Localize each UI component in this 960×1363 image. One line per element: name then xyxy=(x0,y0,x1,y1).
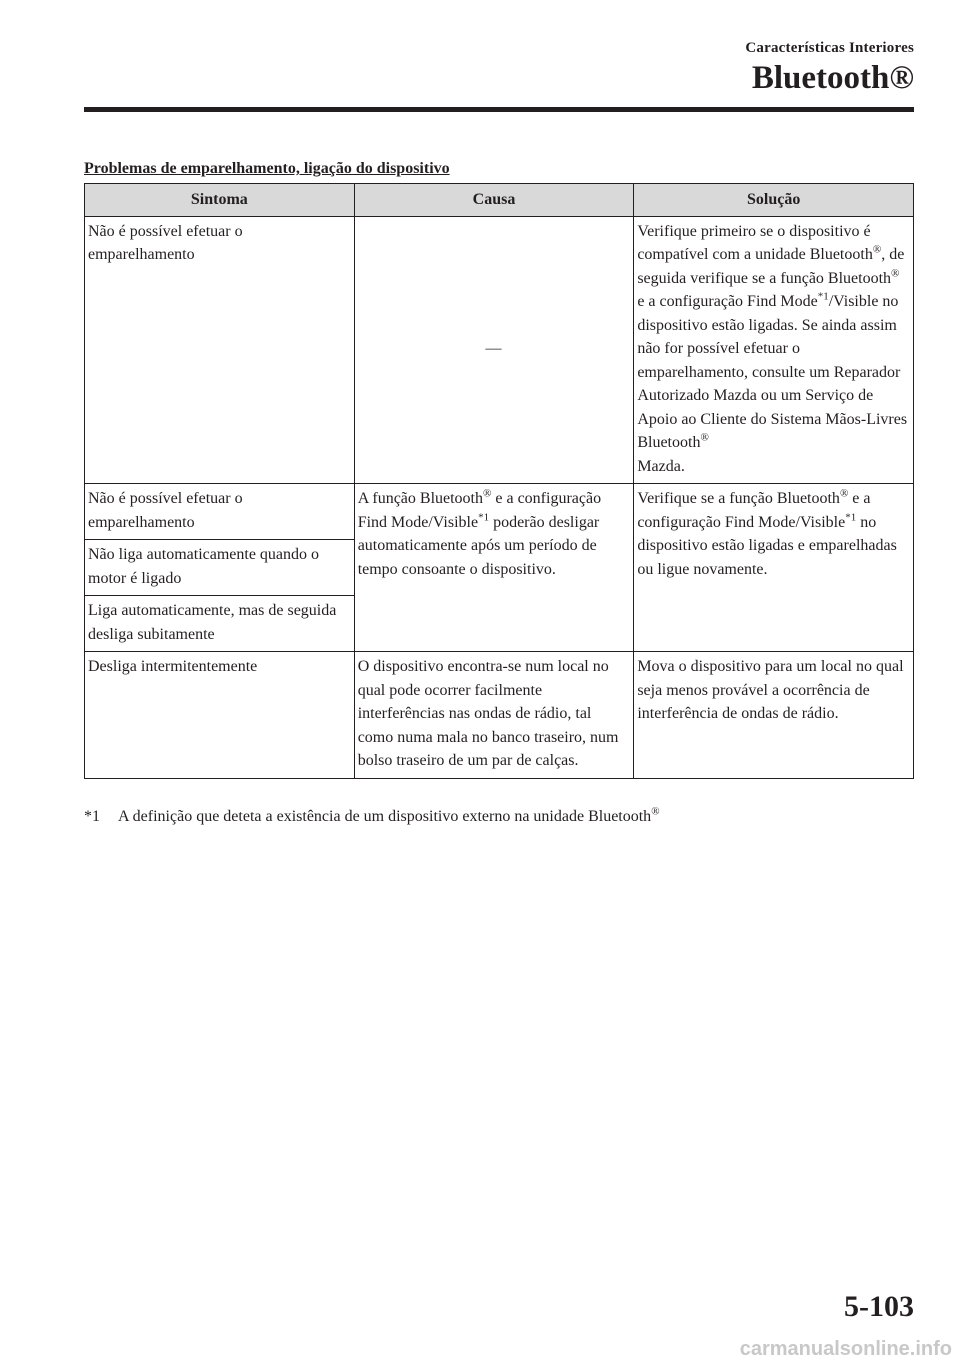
solucao-cell xyxy=(634,216,914,484)
solucao-cell xyxy=(634,484,914,652)
footnote-ref: *1 xyxy=(817,290,829,303)
registered-mark: ® xyxy=(700,431,709,444)
solucao-text: e a configuração Find Mode/Visible xyxy=(637,490,871,531)
section-title: Problemas de emparelhamento, ligação do dispositivo xyxy=(84,160,450,177)
col-header-sintoma: Sintoma xyxy=(85,184,355,217)
table-row xyxy=(85,216,914,484)
solucao-text: /Visible no dispositivo estão ligadas. Se ainda assim não for possível efetuar o emparelhamento, consulte um Reparador Autorizado Mazda ou um Serviço de Apoio ao Cliente do Sistema Mãos-Livres Bluetooth xyxy=(637,293,908,451)
footnote-ref: *1 xyxy=(478,511,490,524)
sintoma-cell: Não é possível efetuar o emparelhamento xyxy=(85,484,355,540)
causa-text: poderão desligar automaticamente após um período de tempo consoante o dispositivo. xyxy=(357,513,600,578)
solucao-text: no dispositivo estão ligadas e emparelhadas ou ligue novamente. xyxy=(637,513,897,578)
registered-mark: ® xyxy=(891,267,900,280)
registered-mark: ® xyxy=(839,487,849,500)
sintoma-cell: Não é possível efetuar o emparelhamento xyxy=(85,216,355,484)
col-header-solucao: Solução xyxy=(634,184,914,217)
solucao-cell: Mova o dispositivo para um local no qual seja menos provável a ocorrência de interferência de ondas de rádio. xyxy=(634,652,914,779)
table-row xyxy=(85,484,914,540)
footnote-mark: *1 xyxy=(84,808,100,825)
registered-mark: ® xyxy=(651,805,660,818)
causa-text: A função Bluetooth xyxy=(357,490,483,507)
chapter-label: Características Interiores xyxy=(745,40,914,56)
table-header-row xyxy=(85,184,914,217)
watermark: carmanualsonline.info xyxy=(739,1338,952,1360)
table-row xyxy=(85,652,914,779)
causa-cell: O dispositivo encontra-se num local no qual pode ocorrer facilmente interferências nas ondas de rádio, tal como numa mala no banco traseiro, num bolso traseiro de um par de calças. xyxy=(354,652,634,779)
page-number: 5-103 xyxy=(844,1290,914,1323)
solucao-text: Mazda. xyxy=(637,457,685,475)
footnote-text: A definição que deteta a existência de um dispositivo externo na unidade Bluetooth xyxy=(118,808,652,825)
registered-mark: ® xyxy=(872,243,882,256)
page-title: Bluetooth® xyxy=(751,60,914,96)
causa-cell xyxy=(354,484,634,652)
sintoma-cell: Não liga automaticamente quando o motor é ligado xyxy=(85,540,355,596)
footnote-ref: *1 xyxy=(845,511,857,524)
solucao-text: , de seguida verifique se a função Bluetooth xyxy=(637,246,905,287)
footnote xyxy=(84,805,660,826)
sintoma-cell: Liga automaticamente, mas de seguida desliga subitamente xyxy=(85,596,355,652)
header-rule xyxy=(84,107,914,112)
solucao-text: e a configuração Find Mode xyxy=(637,293,818,310)
sintoma-cell: Desliga intermitentemente xyxy=(85,652,355,779)
solucao-text: Verifique se a função Bluetooth xyxy=(637,490,840,507)
solucao-text: Verifique primeiro se o dispositivo é compatível com a unidade Bluetooth xyxy=(637,222,873,263)
causa-cell: — xyxy=(354,216,634,484)
troubleshooting-table xyxy=(84,183,914,779)
col-header-causa: Causa xyxy=(354,184,634,217)
registered-mark: ® xyxy=(483,487,492,500)
causa-text: e a configuração Find Mode/Visible xyxy=(357,490,602,531)
